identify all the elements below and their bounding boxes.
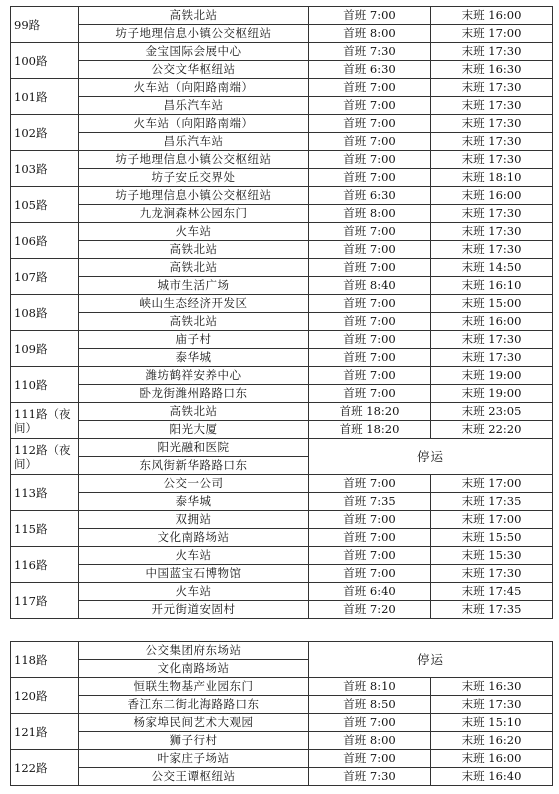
last-bus-time: 末班 22:20 — [431, 421, 553, 439]
route-number: 112路（夜间） — [11, 439, 79, 475]
table-row — [11, 259, 553, 277]
stop-name: 高铁北站 — [79, 313, 309, 331]
table-row — [11, 313, 553, 331]
last-bus-time: 末班 17:30 — [431, 43, 553, 61]
table-row — [11, 529, 553, 547]
first-bus-time: 首班 6:30 — [309, 187, 431, 205]
first-bus-time: 首班 7:00 — [309, 79, 431, 97]
first-bus-time: 首班 18:20 — [309, 403, 431, 421]
first-bus-time: 首班 8:00 — [309, 732, 431, 750]
last-bus-time: 末班 15:00 — [431, 295, 553, 313]
table-row — [11, 565, 553, 583]
stop-name: 中国蓝宝石博物馆 — [79, 565, 309, 583]
last-bus-time: 末班 16:40 — [431, 768, 553, 786]
stop-name: 火车站（向阳路南端） — [79, 79, 309, 97]
table-row — [11, 768, 553, 786]
route-number: 122路 — [11, 750, 79, 786]
first-bus-time: 首班 7:00 — [309, 313, 431, 331]
first-bus-time: 首班 8:00 — [309, 25, 431, 43]
last-bus-time: 末班 17:30 — [431, 97, 553, 115]
last-bus-time: 末班 15:30 — [431, 547, 553, 565]
first-bus-time: 首班 7:30 — [309, 43, 431, 61]
stop-name: 金宝国际会展中心 — [79, 43, 309, 61]
table-row — [11, 277, 553, 295]
stop-name: 高铁北站 — [79, 7, 309, 25]
schedule-table-1 — [10, 6, 553, 619]
stop-name: 公交一公司 — [79, 475, 309, 493]
table-row — [11, 678, 553, 696]
table-row — [11, 169, 553, 187]
route-number: 116路 — [11, 547, 79, 583]
table-row — [11, 151, 553, 169]
first-bus-time: 首班 7:00 — [309, 331, 431, 349]
stop-name: 开元街道安固村 — [79, 601, 309, 619]
first-bus-time: 首班 7:00 — [309, 349, 431, 367]
first-bus-time: 首班 7:00 — [309, 385, 431, 403]
stop-name: 庙子村 — [79, 331, 309, 349]
table-row — [11, 115, 553, 133]
first-bus-time: 首班 7:00 — [309, 714, 431, 732]
route-number: 121路 — [11, 714, 79, 750]
last-bus-time: 末班 16:00 — [431, 187, 553, 205]
table-row — [11, 43, 553, 61]
stop-name: 昌乐汽车站 — [79, 97, 309, 115]
stop-name: 狮子行村 — [79, 732, 309, 750]
stop-name: 峡山生态经济开发区 — [79, 295, 309, 313]
route-number: 101路 — [11, 79, 79, 115]
stop-name: 泰华城 — [79, 493, 309, 511]
stop-name: 火车站 — [79, 223, 309, 241]
last-bus-time: 末班 23:05 — [431, 403, 553, 421]
route-number: 106路 — [11, 223, 79, 259]
last-bus-time: 末班 17:45 — [431, 583, 553, 601]
last-bus-time: 末班 17:30 — [431, 223, 553, 241]
stop-name: 东风街新华路路口东 — [79, 457, 309, 475]
first-bus-time: 首班 7:00 — [309, 259, 431, 277]
table-row — [11, 493, 553, 511]
first-bus-time: 首班 7:00 — [309, 169, 431, 187]
stop-name: 香江东二街北海路路口东 — [79, 696, 309, 714]
last-bus-time: 末班 17:30 — [431, 151, 553, 169]
first-bus-time: 首班 7:20 — [309, 601, 431, 619]
last-bus-time: 末班 16:00 — [431, 313, 553, 331]
table-row — [11, 385, 553, 403]
last-bus-time: 末班 17:00 — [431, 511, 553, 529]
table-row — [11, 97, 553, 115]
table-row — [11, 79, 553, 97]
table-row — [11, 367, 553, 385]
route-number: 120路 — [11, 678, 79, 714]
route-number: 118路 — [11, 642, 79, 678]
schedule-table-2 — [10, 641, 553, 786]
stop-name: 阳光大厦 — [79, 421, 309, 439]
table-row — [11, 223, 553, 241]
route-number: 103路 — [11, 151, 79, 187]
table-row — [11, 295, 553, 313]
last-bus-time: 末班 16:00 — [431, 750, 553, 768]
last-bus-time: 末班 17:30 — [431, 133, 553, 151]
last-bus-time: 末班 19:00 — [431, 385, 553, 403]
stop-name: 高铁北站 — [79, 241, 309, 259]
table-row — [11, 696, 553, 714]
route-number: 102路 — [11, 115, 79, 151]
route-number: 111路（夜间） — [11, 403, 79, 439]
stop-name: 杨家埠民间艺术大观园 — [79, 714, 309, 732]
first-bus-time: 首班 6:30 — [309, 61, 431, 79]
table-row — [11, 732, 553, 750]
route-number: 113路 — [11, 475, 79, 511]
route-number: 117路 — [11, 583, 79, 619]
last-bus-time: 末班 17:30 — [431, 696, 553, 714]
route-number: 107路 — [11, 259, 79, 295]
route-number: 105路 — [11, 187, 79, 223]
suspended-status: 停运 — [309, 642, 553, 678]
first-bus-time: 首班 7:30 — [309, 768, 431, 786]
stop-name: 九龙涧森林公园东门 — [79, 205, 309, 223]
stop-name: 泰华城 — [79, 349, 309, 367]
stop-name: 高铁北站 — [79, 259, 309, 277]
route-number: 99路 — [11, 7, 79, 43]
table-row — [11, 547, 553, 565]
last-bus-time: 末班 16:10 — [431, 277, 553, 295]
stop-name: 阳光融和医院 — [79, 439, 309, 457]
stop-name: 双拥站 — [79, 511, 309, 529]
last-bus-time: 末班 17:00 — [431, 25, 553, 43]
last-bus-time: 末班 17:35 — [431, 493, 553, 511]
table-row — [11, 750, 553, 768]
first-bus-time: 首班 7:00 — [309, 241, 431, 259]
table-row — [11, 25, 553, 43]
table-row — [11, 583, 553, 601]
last-bus-time: 末班 17:35 — [431, 601, 553, 619]
stop-name: 恒联生物基产业园东门 — [79, 678, 309, 696]
stop-name: 公交王谭枢纽站 — [79, 768, 309, 786]
route-number: 108路 — [11, 295, 79, 331]
first-bus-time: 首班 7:00 — [309, 750, 431, 768]
first-bus-time: 首班 7:00 — [309, 511, 431, 529]
stop-name: 文化南路场站 — [79, 660, 309, 678]
first-bus-time: 首班 7:00 — [309, 367, 431, 385]
last-bus-time: 末班 17:30 — [431, 331, 553, 349]
stop-name: 火车站 — [79, 583, 309, 601]
table-row — [11, 349, 553, 367]
stop-name: 潍坊鹤祥安养中心 — [79, 367, 309, 385]
stop-name: 文化南路场站 — [79, 529, 309, 547]
table-row — [11, 61, 553, 79]
first-bus-time: 首班 7:00 — [309, 7, 431, 25]
first-bus-time: 首班 6:40 — [309, 583, 431, 601]
stop-name: 坊子地理信息小镇公交枢纽站 — [79, 151, 309, 169]
last-bus-time: 末班 17:30 — [431, 205, 553, 223]
first-bus-time: 首班 7:00 — [309, 565, 431, 583]
last-bus-time: 末班 19:00 — [431, 367, 553, 385]
last-bus-time: 末班 15:10 — [431, 714, 553, 732]
route-number: 100路 — [11, 43, 79, 79]
first-bus-time: 首班 8:10 — [309, 678, 431, 696]
table-row — [11, 439, 553, 457]
table-row — [11, 205, 553, 223]
last-bus-time: 末班 17:30 — [431, 79, 553, 97]
first-bus-time: 首班 8:00 — [309, 205, 431, 223]
stop-name: 高铁北站 — [79, 403, 309, 421]
last-bus-time: 末班 17:30 — [431, 565, 553, 583]
first-bus-time: 首班 7:00 — [309, 529, 431, 547]
table-row — [11, 642, 553, 660]
suspended-status: 停运 — [309, 439, 553, 475]
first-bus-time: 首班 7:00 — [309, 547, 431, 565]
table-row — [11, 421, 553, 439]
table-row — [11, 187, 553, 205]
table-row — [11, 133, 553, 151]
first-bus-time: 首班 18:20 — [309, 421, 431, 439]
last-bus-time: 末班 17:30 — [431, 349, 553, 367]
table-row — [11, 714, 553, 732]
stop-name: 火车站（向阳路南端） — [79, 115, 309, 133]
route-number: 115路 — [11, 511, 79, 547]
stop-name: 昌乐汽车站 — [79, 133, 309, 151]
route-number: 109路 — [11, 331, 79, 367]
last-bus-time: 末班 14:50 — [431, 259, 553, 277]
stop-name: 坊子地理信息小镇公交枢纽站 — [79, 25, 309, 43]
first-bus-time: 首班 7:00 — [309, 223, 431, 241]
stop-name: 卧龙街潍州路路口东 — [79, 385, 309, 403]
stop-name: 城市生活广场 — [79, 277, 309, 295]
stop-name: 坊子地理信息小镇公交枢纽站 — [79, 187, 309, 205]
table-row — [11, 511, 553, 529]
last-bus-time: 末班 16:30 — [431, 678, 553, 696]
stop-name: 叶家庄子场站 — [79, 750, 309, 768]
table-row — [11, 7, 553, 25]
table-row — [11, 475, 553, 493]
last-bus-time: 末班 16:20 — [431, 732, 553, 750]
stop-name: 公交集团府东场站 — [79, 642, 309, 660]
last-bus-time: 末班 18:10 — [431, 169, 553, 187]
route-number: 110路 — [11, 367, 79, 403]
table-row — [11, 331, 553, 349]
first-bus-time: 首班 7:00 — [309, 151, 431, 169]
last-bus-time: 末班 17:30 — [431, 241, 553, 259]
last-bus-time: 末班 17:30 — [431, 115, 553, 133]
stop-name: 坊子安丘交界处 — [79, 169, 309, 187]
first-bus-time: 首班 8:50 — [309, 696, 431, 714]
first-bus-time: 首班 7:00 — [309, 475, 431, 493]
table-row — [11, 601, 553, 619]
last-bus-time: 末班 17:00 — [431, 475, 553, 493]
first-bus-time: 首班 7:00 — [309, 133, 431, 151]
first-bus-time: 首班 8:40 — [309, 277, 431, 295]
first-bus-time: 首班 7:00 — [309, 97, 431, 115]
last-bus-time: 末班 16:30 — [431, 61, 553, 79]
last-bus-time: 末班 16:00 — [431, 7, 553, 25]
first-bus-time: 首班 7:00 — [309, 295, 431, 313]
last-bus-time: 末班 15:50 — [431, 529, 553, 547]
first-bus-time: 首班 7:00 — [309, 115, 431, 133]
table-row — [11, 403, 553, 421]
table-row — [11, 241, 553, 259]
stop-name: 公交文华枢纽站 — [79, 61, 309, 79]
first-bus-time: 首班 7:35 — [309, 493, 431, 511]
stop-name: 火车站 — [79, 547, 309, 565]
